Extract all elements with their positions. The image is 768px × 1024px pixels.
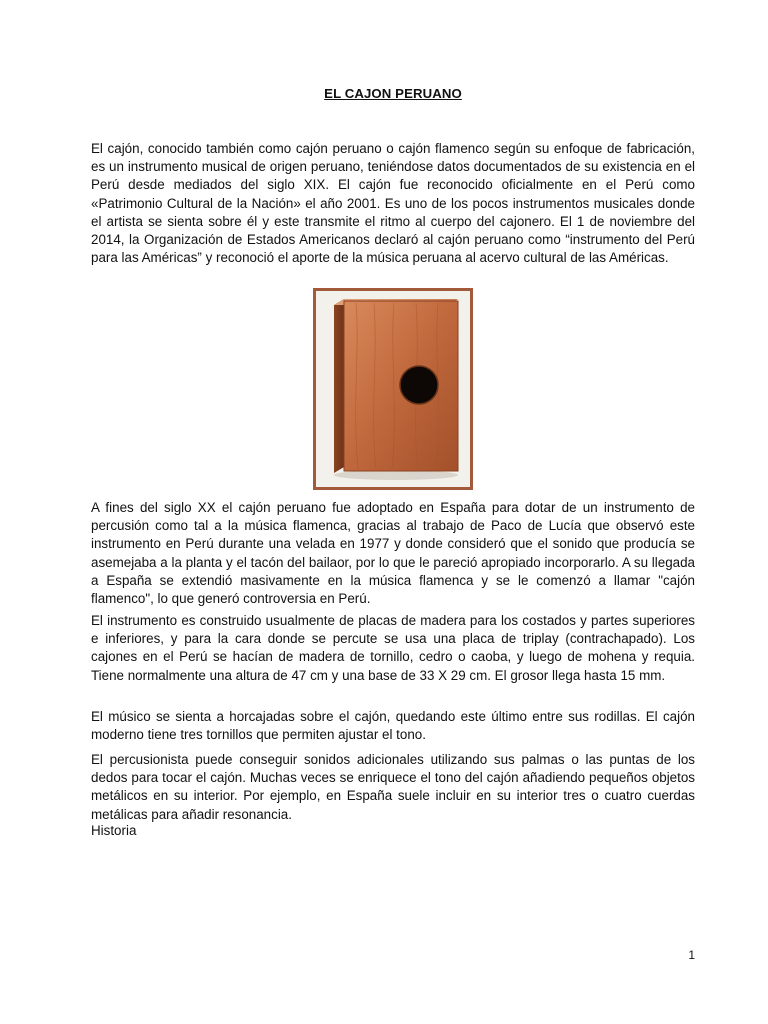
paragraph-construction: El instrumento es construido usualmente de placas de madera para los costados y partes superiores e inferiores, y para la cara donde se percute se usa una placa de triplay (contrachapado). Los cajones en el Perú se hacían de madera de tornillo, cedro o caoba, y luego de mohena y requia. Tiene normalmente una altura de 47 cm y una base de 33 X 29 cm. El grosor llega hasta 15 mm. [91, 613, 695, 683]
section-heading-historia: Historia [91, 823, 137, 838]
document-title: EL CAJON PERUANO [324, 86, 462, 101]
cajon-image [313, 288, 473, 490]
paragraph-history-spain: A fines del siglo XX el cajón peruano fue adoptado en España para dotar de un instrumento de percusión como tal a la música flamenca, gracias al trabajo de Paco de Lucía que observó este instrumento en Perú durante una velada en 1977 y donde consideró que el sonido que producía se asemejaba a la planta y el tacón del bailaor, por lo que le pareció apropiado incorporarlo. A su llegada a España se extendió masivamente en la música flamenca y se le comenzó a llamar "cajón flamenco", lo que generó controversia en Perú. [91, 500, 695, 607]
paragraph-playing-position: El músico se sienta a horcajadas sobre el cajón, quedando este último entre sus rodillas. El cajón moderno tiene tres tornillos que permiten ajustar el tono. [91, 709, 695, 743]
cajon-illustration [316, 291, 470, 487]
page-number: 1 [688, 948, 695, 962]
paragraph-additional-sounds: El percusionista puede conseguir sonidos adicionales utilizando sus palmas o las puntas de los dedos para tocar el cajón. Muchas veces se enriquece el tono del cajón añadiendo pequeños objetos metálicos en su interior. Por ejemplo, en España suele incluir en su interior tres o cuatro cuerdas metálicas para añadir resonancia. [91, 752, 695, 822]
paragraph-intro: El cajón, conocido también como cajón peruano o cajón flamenco según su enfoque de fabricación, es un instrumento musical de origen peruano, teniéndose datos documentados de su existencia en el Perú desde mediados del siglo XIX. El cajón fue reconocido oficialmente en el Perú como «Patrimonio Cultural de la Nación» el año 2001. Es uno de los pocos instrumentos musicales donde el artista se sienta sobre él y este transmite el ritmo al cuerpo del cajonero. El 1 de noviembre del 2014, la Organización de Estados Americanos declaró al cajón peruano como “instrumento del Perú para las Américas” y reconoció el aporte de la música peruana al acervo cultural de las Américas. [91, 141, 695, 266]
